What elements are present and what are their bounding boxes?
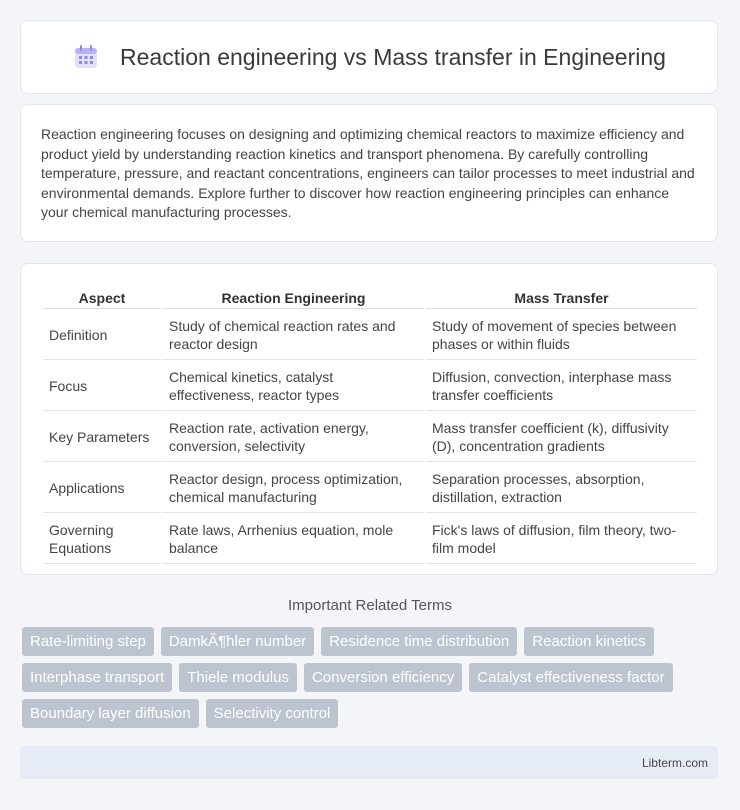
table-row <box>43 413 697 462</box>
table-row <box>43 464 697 513</box>
table-row <box>43 515 697 564</box>
table-cell: Focus <box>43 362 161 411</box>
related-term-tag[interactable]: Boundary layer diffusion <box>22 699 199 728</box>
table-cell: Applications <box>43 464 161 513</box>
related-term-tag[interactable]: Conversion efficiency <box>304 663 462 692</box>
related-term-tag[interactable]: Reaction kinetics <box>524 627 653 656</box>
calendar-grid-icon <box>72 43 100 71</box>
table-cell: Rate laws, Arrhenius equation, mole balance <box>163 515 424 564</box>
table-cell: Chemical kinetics, catalyst effectiveness, reactor types <box>163 362 424 411</box>
table-cell: Study of movement of species between phases or within fluids <box>426 311 697 360</box>
table-cell: Reaction rate, activation energy, conversion, selectivity <box>163 413 424 462</box>
related-term-tag[interactable]: Rate-limiting step <box>22 627 154 656</box>
related-terms-list <box>22 627 722 735</box>
intro-text: Reaction engineering focuses on designing and optimizing chemical reactors to maximize efficiency and product yield by understanding reaction kinetics and transport phenomena. By carefully controlling temperature, pressure, and reactant concentrations, engineers can tailor processes to meet industrial and environmental demands. Explore further to discover how reaction engineering principles can enhance your chemical manufacturing processes. <box>41 126 695 220</box>
related-terms-heading: Important Related Terms <box>288 597 452 614</box>
related-term-tag[interactable]: Residence time distribution <box>321 627 517 656</box>
related-term-tag[interactable]: Thiele modulus <box>179 663 297 692</box>
column-header: Aspect <box>43 286 161 309</box>
footer-site-link[interactable]: Libterm.com <box>641 755 708 770</box>
table-cell: Reactor design, process optimization, chemical manufacturing <box>163 464 424 513</box>
footer <box>20 746 718 779</box>
table-cell: Study of chemical reaction rates and reactor design <box>163 311 424 360</box>
related-term-tag[interactable]: Catalyst effectiveness factor <box>469 663 672 692</box>
table-row <box>43 362 697 411</box>
table-cell: Governing Equations <box>43 515 161 564</box>
related-term-tag[interactable]: Selectivity control <box>206 699 339 728</box>
column-header: Reaction Engineering <box>163 286 424 309</box>
table-cell: Definition <box>43 311 161 360</box>
table-header-row <box>43 286 697 309</box>
column-header: Mass Transfer <box>426 286 697 309</box>
table-cell: Fick's laws of diffusion, film theory, two-film model <box>426 515 697 564</box>
table-cell: Diffusion, convection, interphase mass transfer coefficients <box>426 362 697 411</box>
intro-card <box>20 104 718 242</box>
title-card <box>20 20 718 94</box>
page-title: Reaction engineering vs Mass transfer in Engineering <box>120 43 666 70</box>
table-cell: Mass transfer coefficient (k), diffusivity (D), concentration gradients <box>426 413 697 462</box>
comparison-table <box>41 284 699 566</box>
comparison-card <box>20 263 718 575</box>
table-cell: Separation processes, absorption, distillation, extraction <box>426 464 697 513</box>
related-term-tag[interactable]: DamkÃ¶hler number <box>161 627 314 656</box>
table-row <box>43 311 697 360</box>
table-cell: Key Parameters <box>43 413 161 462</box>
related-term-tag[interactable]: Interphase transport <box>22 663 172 692</box>
